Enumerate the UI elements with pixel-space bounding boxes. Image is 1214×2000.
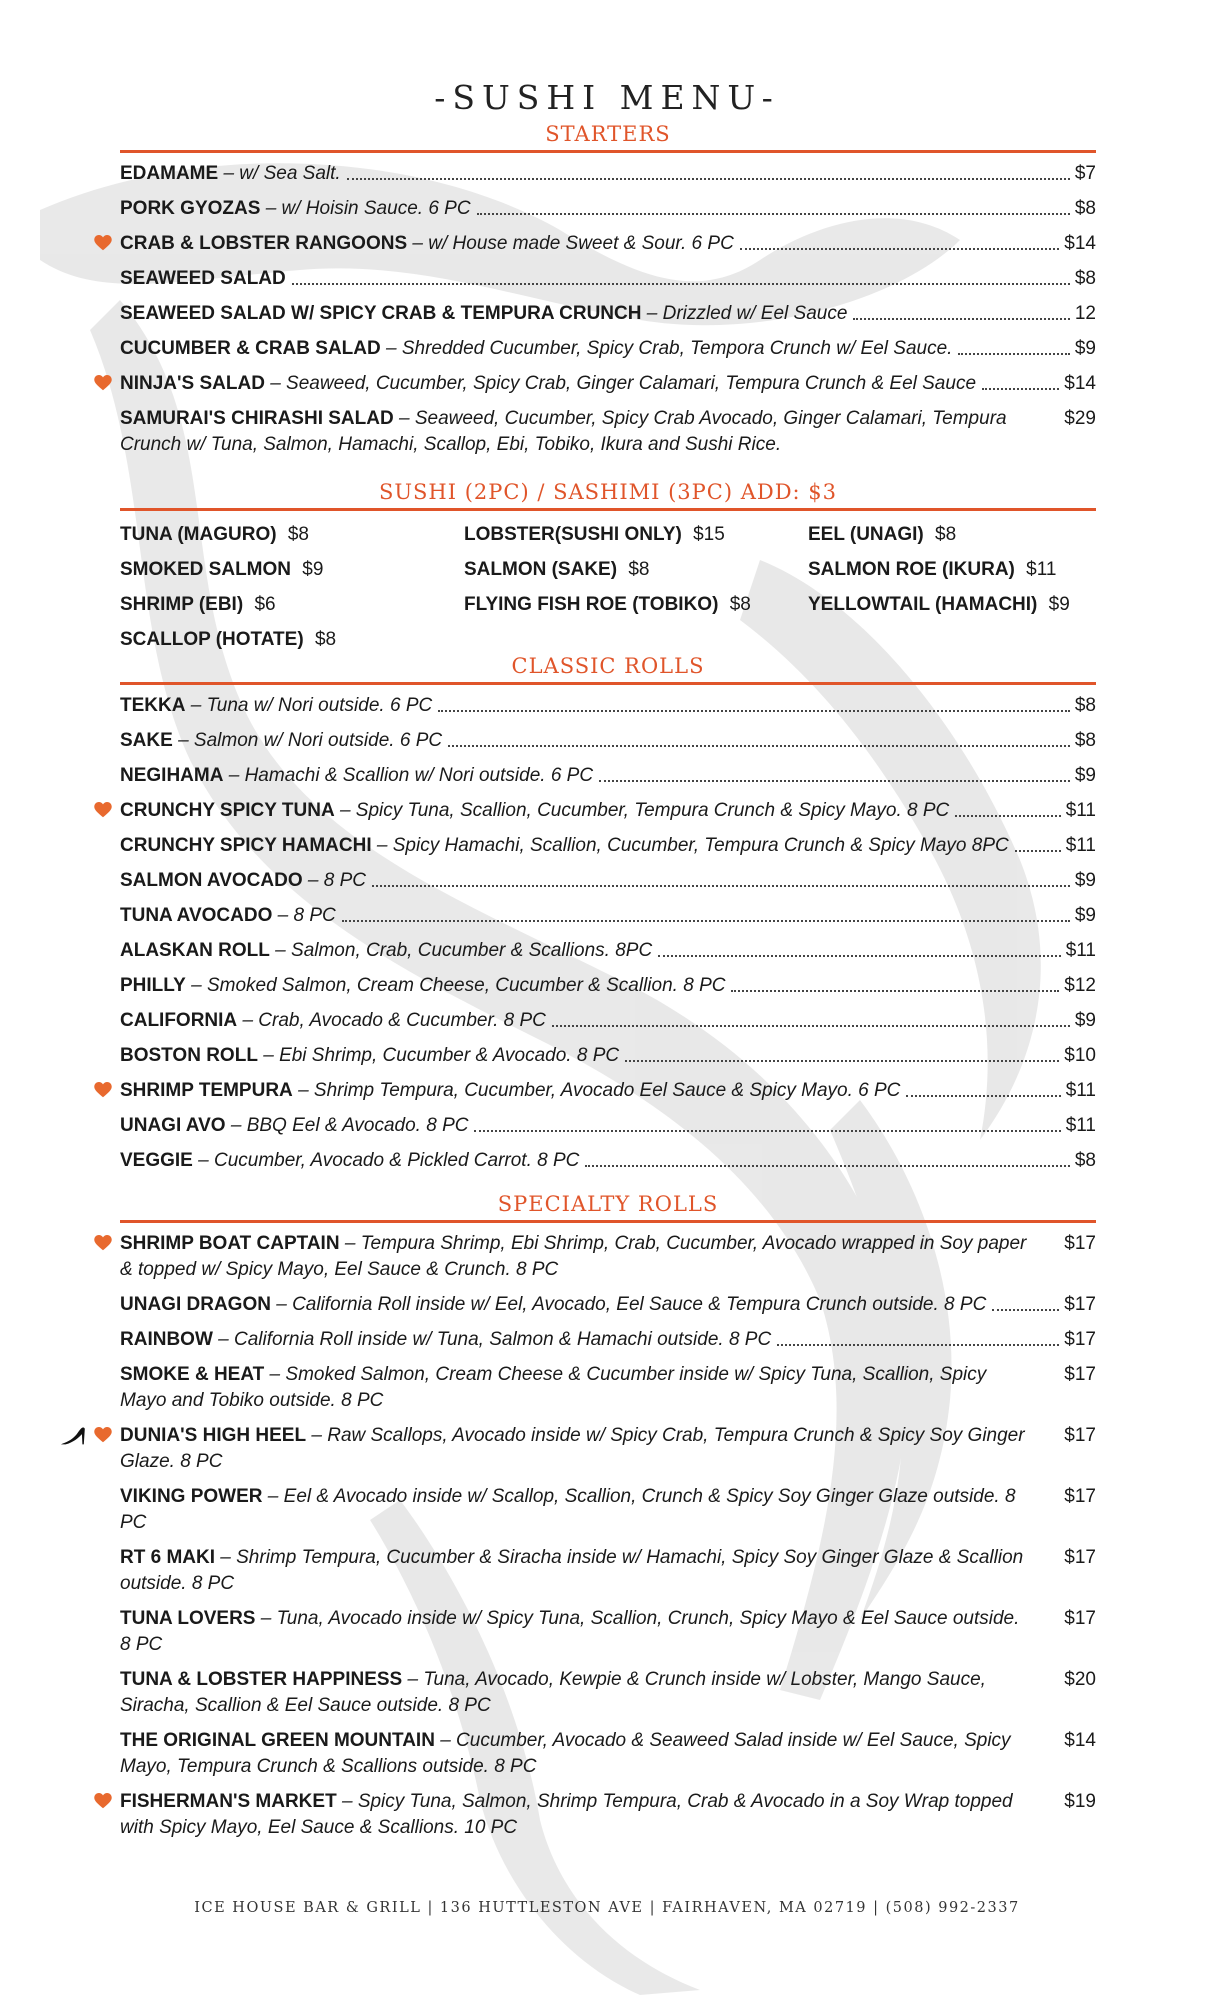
sushi-item <box>464 521 808 548</box>
dot-leader <box>448 745 1070 747</box>
dot-leader <box>1015 850 1061 852</box>
menu-item-description: – Hamachi & Scallion w/ Nori outside. 6 PC <box>228 765 594 786</box>
menu-item-description: – Ebi Shrimp, Cucumber & Avocado. 8 PC <box>263 1045 620 1066</box>
sushi-item-name: SHRIMP (EBI) <box>120 594 244 615</box>
menu-item-name: VIKING POWER <box>120 1486 263 1507</box>
menu-item-text <box>120 266 286 292</box>
menu-item <box>120 1545 1096 1597</box>
menu-item-description: – Tuna, Avocado inside w/ Spicy Tuna, Scallion, Crunch, Spicy Mayo & Eel Sauce outside. 8 PC <box>120 1608 1020 1655</box>
sushi-item-name: SMOKED SALMON <box>120 559 291 580</box>
menu-item-name: CUCUMBER & CRAB SALAD <box>120 338 381 359</box>
sushi-item-name: TUNA (MAGURO) <box>120 524 277 545</box>
heart-icon <box>94 802 112 818</box>
menu-item-description: – Drizzled w/ Eel Sauce <box>646 303 848 324</box>
menu-item <box>120 1292 1096 1318</box>
menu-item-name: DUNIA'S HIGH HEEL <box>120 1425 307 1446</box>
sushi-item-name: LOBSTER(SUSHI ONLY) <box>464 524 682 545</box>
high-heel-icon <box>60 1426 88 1446</box>
menu-item-name: THE ORIGINAL GREEN MOUNTAIN <box>120 1730 435 1751</box>
menu-item-description: – Spicy Tuna, Scallion, Cucumber, Tempura Crunch & Spicy Mayo. 8 PC <box>339 800 950 821</box>
menu-item <box>120 1728 1096 1780</box>
menu-item-text <box>120 833 1009 859</box>
menu-item <box>120 693 1096 719</box>
menu-item-name: TEKKA <box>120 695 186 716</box>
menu-item-text <box>120 371 976 397</box>
menu-item-name: TUNA & LOBSTER HAPPINESS <box>120 1669 403 1690</box>
menu-item <box>120 1148 1096 1174</box>
dot-leader <box>992 1309 1059 1311</box>
specialty-rolls-section <box>120 1190 1096 1850</box>
menu-item-name: FISHERMAN'S MARKET <box>120 1791 337 1812</box>
classic-rolls-title: CLASSIC ROLLS <box>511 654 705 678</box>
menu-item-price: $8 <box>1074 1150 1096 1171</box>
starters-section <box>120 120 1096 467</box>
sushi-item <box>120 591 464 618</box>
dot-leader <box>982 388 1059 390</box>
menu-item-price: $9 <box>1074 870 1096 891</box>
sushi-item-name: SCALLOP (HOTATE) <box>120 629 304 650</box>
sushi-item <box>120 521 464 548</box>
menu-item-description: – Tempura Shrimp, Ebi Shrimp, Crab, Cucumber, Avocado wrapped in Soy paper & topped w/ Spicy Mayo, Eel Sauce & Crunch. 8 PC <box>120 1233 1027 1280</box>
menu-item-text <box>120 1791 1013 1838</box>
menu-item-name: BOSTON ROLL <box>120 1045 258 1066</box>
menu-item-description: – 8 PC <box>277 905 336 926</box>
menu-item-name: SAMURAI'S CHIRASHI SALAD <box>120 408 394 429</box>
menu-item-price: $29 <box>1064 408 1096 429</box>
menu-item-description: – Cucumber, Avocado & Pickled Carrot. 8 PC <box>198 1150 580 1171</box>
menu-item <box>120 336 1096 362</box>
menu-item-name: RT 6 MAKI <box>120 1547 215 1568</box>
sushi-section <box>120 478 1096 653</box>
menu-item-price: $9 <box>1074 338 1096 359</box>
menu-item-text <box>120 1043 619 1069</box>
dot-leader <box>658 955 1061 957</box>
menu-item-name: SHRIMP TEMPURA <box>120 1080 293 1101</box>
menu-item-price: $14 <box>1064 233 1096 254</box>
menu-item-name: PORK GYOZAS <box>120 198 261 219</box>
menu-item-name: SALMON AVOCADO <box>120 870 303 891</box>
menu-item-price: $11 <box>1065 1115 1096 1136</box>
menu-item-name: SEAWEED SALAD W/ SPICY CRAB & TEMPURA CRUNCH <box>120 303 642 324</box>
menu-item-price: $17 <box>1064 1547 1096 1568</box>
menu-item-text <box>120 1425 1025 1472</box>
menu-item-price: $8 <box>1074 695 1096 716</box>
menu-item-price: $9 <box>1074 905 1096 926</box>
menu-item-text <box>120 903 336 929</box>
menu-item-price: $20 <box>1064 1669 1096 1690</box>
menu-item-name: ALASKAN ROLL <box>120 940 270 961</box>
dot-leader <box>599 780 1070 782</box>
specialty-rolls-divider <box>120 1220 1096 1223</box>
menu-item-text <box>120 1608 1019 1655</box>
starters-list <box>120 161 1096 458</box>
menu-item-price: $7 <box>1074 163 1096 184</box>
dot-leader <box>438 710 1070 712</box>
sushi-item-price: $8 <box>314 629 337 650</box>
menu-item <box>120 1043 1096 1069</box>
specialty-rolls-title: SPECIALTY ROLLS <box>497 1192 719 1216</box>
sushi-item-price: $8 <box>729 594 751 615</box>
heart-icon <box>94 235 112 251</box>
menu-item-description: – w/ Hoisin Sauce. 6 PC <box>265 198 471 219</box>
menu-item <box>120 301 1096 327</box>
menu-item-name: CRAB & LOBSTER RANGOONS <box>120 233 408 254</box>
menu-item-price: $10 <box>1064 1045 1096 1066</box>
menu-item-description: – Salmon, Crab, Cucumber & Scallions. 8PC <box>275 940 653 961</box>
menu-item-price: $17 <box>1064 1329 1096 1350</box>
sushi-item-price: $9 <box>302 559 324 580</box>
menu-item-text <box>120 1113 468 1139</box>
sushi-item-name: SALMON ROE (IKURA) <box>808 559 1015 580</box>
menu-item-description: – Eel & Avocado inside w/ Scallop, Scallion, Crunch & Spicy Soy Ginger Glaze outside. 8 PC <box>120 1486 1016 1533</box>
sushi-item-name: FLYING FISH ROE (TOBIKO) <box>464 594 719 615</box>
dot-leader <box>740 248 1059 250</box>
menu-item-price: $14 <box>1064 373 1096 394</box>
menu-item <box>120 728 1096 754</box>
menu-item-price: $11 <box>1065 1080 1096 1101</box>
classic-rolls-list <box>120 693 1096 1174</box>
menu-item <box>120 266 1096 292</box>
sushi-item <box>120 626 464 653</box>
menu-item-price: $8 <box>1074 268 1096 289</box>
menu-title: -SUSHI MENU- <box>434 78 780 117</box>
menu-item-price: $11 <box>1065 800 1096 821</box>
sushi-item <box>808 521 1096 548</box>
menu-item <box>120 1789 1096 1841</box>
dot-leader <box>477 213 1070 215</box>
menu-item-text <box>120 1233 1026 1280</box>
menu-item-text <box>120 1078 900 1104</box>
sushi-item <box>464 556 808 583</box>
menu-item <box>120 161 1096 187</box>
menu-item-description: – Tuna, Avocado, Kewpie & Crunch inside w/ Lobster, Mango Sauce, Siracha, Scallion & Eel Sauce outside. 8 PC <box>120 1669 986 1716</box>
menu-item-price: $9 <box>1074 765 1096 786</box>
sushi-divider <box>120 508 1096 511</box>
menu-item-price: $17 <box>1064 1233 1096 1254</box>
menu-item-name: UNAGI AVO <box>120 1115 226 1136</box>
menu-item-name: TUNA LOVERS <box>120 1608 256 1629</box>
menu-item-description: – Crab, Avocado & Cucumber. 8 PC <box>242 1010 546 1031</box>
menu-item <box>120 196 1096 222</box>
heart-icon <box>94 1793 112 1809</box>
sushi-item-name: EEL (UNAGI) <box>808 524 924 545</box>
menu-item <box>120 1484 1096 1536</box>
menu-item-price: $8 <box>1074 730 1096 751</box>
menu-item-description: – Salmon w/ Nori outside. 6 PC <box>178 730 443 751</box>
menu-item <box>120 371 1096 397</box>
menu-item-price: $17 <box>1064 1425 1096 1446</box>
sushi-item-name: SALMON (SAKE) <box>464 559 618 580</box>
menu-item <box>120 1008 1096 1034</box>
dot-leader <box>585 1165 1069 1167</box>
menu-item-description: – Smoked Salmon, Cream Cheese & Cucumber inside w/ Spicy Tuna, Scallion, Spicy Mayo and Tobiko outside. 8 PC <box>120 1364 987 1411</box>
sushi-grid <box>120 521 1096 653</box>
menu-item-text <box>120 301 847 327</box>
menu-item-name: RAINBOW <box>120 1329 213 1350</box>
sushi-item-price: $8 <box>287 524 309 545</box>
dot-leader <box>474 1130 1060 1132</box>
menu-item-text <box>120 1292 986 1318</box>
menu-item-description: – California Roll inside w/ Tuna, Salmon & Hamachi outside. 8 PC <box>218 1329 772 1350</box>
menu-item-description: – Shrimp Tempura, Cucumber, Avocado Eel Sauce & Spicy Mayo. 6 PC <box>298 1080 901 1101</box>
menu-item-text <box>120 1669 986 1716</box>
menu-item <box>120 833 1096 859</box>
menu-item-price: $17 <box>1064 1364 1096 1385</box>
dot-leader <box>292 283 1070 285</box>
menu-item-description: – 8 PC <box>307 870 366 891</box>
sushi-item <box>464 591 808 618</box>
sushi-title: SUSHI (2PC) / SASHIMI (3PC) ADD: $3 <box>378 480 838 504</box>
menu-item-text <box>120 1730 1011 1777</box>
menu-item-description: – Raw Scallops, Avocado inside w/ Spicy Crab, Tempura Crunch & Spicy Soy Ginger Glaze. 8 PC <box>120 1425 1025 1472</box>
menu-item-price: $9 <box>1074 1010 1096 1031</box>
menu-item <box>120 798 1096 824</box>
classic-rolls-section <box>120 652 1096 1183</box>
dot-leader <box>342 920 1070 922</box>
dot-leader <box>552 1025 1070 1027</box>
menu-item-name: PHILLY <box>120 975 186 996</box>
menu-item-description: – Seaweed, Cucumber, Spicy Crab, Ginger Calamari, Tempura Crunch & Eel Sauce <box>270 373 977 394</box>
sushi-item <box>808 556 1096 583</box>
menu-item-name: CRUNCHY SPICY HAMACHI <box>120 835 372 856</box>
menu-item-text <box>120 1364 986 1411</box>
menu-item-name: NEGIHAMA <box>120 765 224 786</box>
menu-item <box>120 1327 1096 1353</box>
menu-item <box>120 1113 1096 1139</box>
menu-item-name: EDAMAME <box>120 163 219 184</box>
menu-item-text <box>120 1486 1016 1533</box>
menu-item-name: CALIFORNIA <box>120 1010 238 1031</box>
heart-icon <box>94 1082 112 1098</box>
footer-address: ICE HOUSE BAR & GRILL | 136 HUTTLESTON AVE | FAIRHAVEN, MA 02719 | (508) 992-2337 <box>194 1900 1020 1916</box>
menu-item-price: $17 <box>1064 1486 1096 1507</box>
menu-item-text <box>120 161 341 187</box>
menu-item-description: – w/ Sea Salt. <box>223 163 341 184</box>
menu-item-text <box>120 693 432 719</box>
menu-item-text <box>120 408 1007 455</box>
menu-item-description: – Seaweed, Cucumber, Spicy Crab Avocado, Ginger Calamari, Tempura Crunch w/ Tuna, Salmon, Hamachi, Scallop, Ebi, Tobiko, Ikura and Sushi Rice. <box>120 408 1007 455</box>
dot-leader <box>958 353 1069 355</box>
menu-item <box>120 1667 1096 1719</box>
menu-item-text <box>120 973 725 999</box>
sushi-item-price: $6 <box>254 594 276 615</box>
menu-item <box>120 973 1096 999</box>
sushi-item-price: $15 <box>693 524 725 545</box>
menu-item <box>120 1231 1096 1283</box>
menu-item-name: CRUNCHY SPICY TUNA <box>120 800 335 821</box>
menu-item-price: $17 <box>1064 1608 1096 1629</box>
menu-item-description: – Tuna w/ Nori outside. 6 PC <box>190 695 433 716</box>
menu-item-name: SAKE <box>120 730 173 751</box>
menu-item <box>120 406 1096 458</box>
specialty-rolls-list <box>120 1231 1096 1841</box>
dot-leader <box>777 1344 1059 1346</box>
heart-icon <box>94 375 112 391</box>
menu-item-text <box>120 798 949 824</box>
menu-item-description: – BBQ Eel & Avocado. 8 PC <box>230 1115 469 1136</box>
sushi-item <box>808 591 1096 618</box>
dot-leader <box>955 815 1060 817</box>
menu-item-text <box>120 763 593 789</box>
sushi-item <box>120 556 464 583</box>
menu-item <box>120 903 1096 929</box>
menu-item-text <box>120 336 952 362</box>
menu-item-description: – Cucumber, Avocado & Seaweed Salad inside w/ Eel Sauce, Spicy Mayo, Tempura Crunch & Scallions outside. 8 PC <box>120 1730 1011 1777</box>
menu-item-description: – Shredded Cucumber, Spicy Crab, Tempora Crunch w/ Eel Sauce. <box>386 338 953 359</box>
dot-leader <box>906 1095 1060 1097</box>
menu-item-name: VEGGIE <box>120 1150 193 1171</box>
menu-item-price: $11 <box>1065 835 1096 856</box>
dot-leader <box>853 318 1069 320</box>
dot-leader <box>347 178 1070 180</box>
menu-item-text <box>120 196 471 222</box>
menu-item-text <box>120 1008 546 1034</box>
menu-item-text <box>120 1547 1023 1594</box>
menu-item-price: $8 <box>1074 198 1096 219</box>
menu-item-text <box>120 1148 579 1174</box>
menu-item <box>120 1423 1096 1475</box>
heart-icon <box>94 1427 112 1443</box>
menu-item-description: – w/ House made Sweet & Sour. 6 PC <box>412 233 734 254</box>
menu-item-price: $12 <box>1064 975 1096 996</box>
dot-leader <box>731 990 1059 992</box>
starters-divider <box>120 150 1096 153</box>
sushi-item-price: $9 <box>1048 594 1070 615</box>
menu-item-description: – Smoked Salmon, Cream Cheese, Cucumber & Scallion. 8 PC <box>191 975 726 996</box>
starters-title: STARTERS <box>545 122 671 146</box>
menu-item-name: TUNA AVOCADO <box>120 905 273 926</box>
menu-item <box>120 763 1096 789</box>
menu-item-price: $11 <box>1065 940 1096 961</box>
menu-item-name: UNAGI DRAGON <box>120 1294 271 1315</box>
menu-item <box>120 231 1096 257</box>
menu-item <box>120 938 1096 964</box>
menu-item-name: SHRIMP BOAT CAPTAIN <box>120 1233 340 1254</box>
menu-item <box>120 1078 1096 1104</box>
menu-item-price: 12 <box>1074 303 1096 324</box>
menu-item-text <box>120 231 734 257</box>
menu-item-description: – Shrimp Tempura, Cucumber & Siracha inside w/ Hamachi, Spicy Soy Ginger Glaze & Scallion outside. 8 PC <box>120 1547 1024 1594</box>
classic-rolls-divider <box>120 682 1096 685</box>
menu-item-text <box>120 1327 771 1353</box>
menu-item-text <box>120 868 366 894</box>
menu-item-name: SEAWEED SALAD <box>120 268 286 289</box>
menu-item-text <box>120 938 652 964</box>
menu-item-name: SMOKE & HEAT <box>120 1364 265 1385</box>
menu-item-price: $17 <box>1064 1294 1096 1315</box>
heart-icon <box>94 1235 112 1251</box>
dot-leader <box>625 1060 1059 1062</box>
menu-item-text <box>120 728 442 754</box>
menu-item <box>120 1362 1096 1414</box>
menu-item-description: – Spicy Tuna, Salmon, Shrimp Tempura, Crab & Avocado in a Soy Wrap topped with Spicy Mayo, Eel Sauce & Scallions. 10 PC <box>120 1791 1013 1838</box>
sushi-item-name: YELLOWTAIL (HAMACHI) <box>808 594 1038 615</box>
menu-item <box>120 868 1096 894</box>
menu-item-price: $14 <box>1064 1730 1096 1751</box>
sushi-item-price: $8 <box>935 524 957 545</box>
sushi-item-price: $8 <box>628 559 650 580</box>
dot-leader <box>372 885 1070 887</box>
menu-item-price: $19 <box>1064 1791 1096 1812</box>
sushi-item-price: $11 <box>1026 559 1057 580</box>
menu-item-name: NINJA'S SALAD <box>120 373 265 394</box>
menu-item <box>120 1606 1096 1658</box>
menu-item-description: – Spicy Hamachi, Scallion, Cucumber, Tempura Crunch & Spicy Mayo 8PC <box>376 835 1009 856</box>
menu-item-description: – California Roll inside w/ Eel, Avocado, Eel Sauce & Tempura Crunch outside. 8 PC <box>276 1294 987 1315</box>
